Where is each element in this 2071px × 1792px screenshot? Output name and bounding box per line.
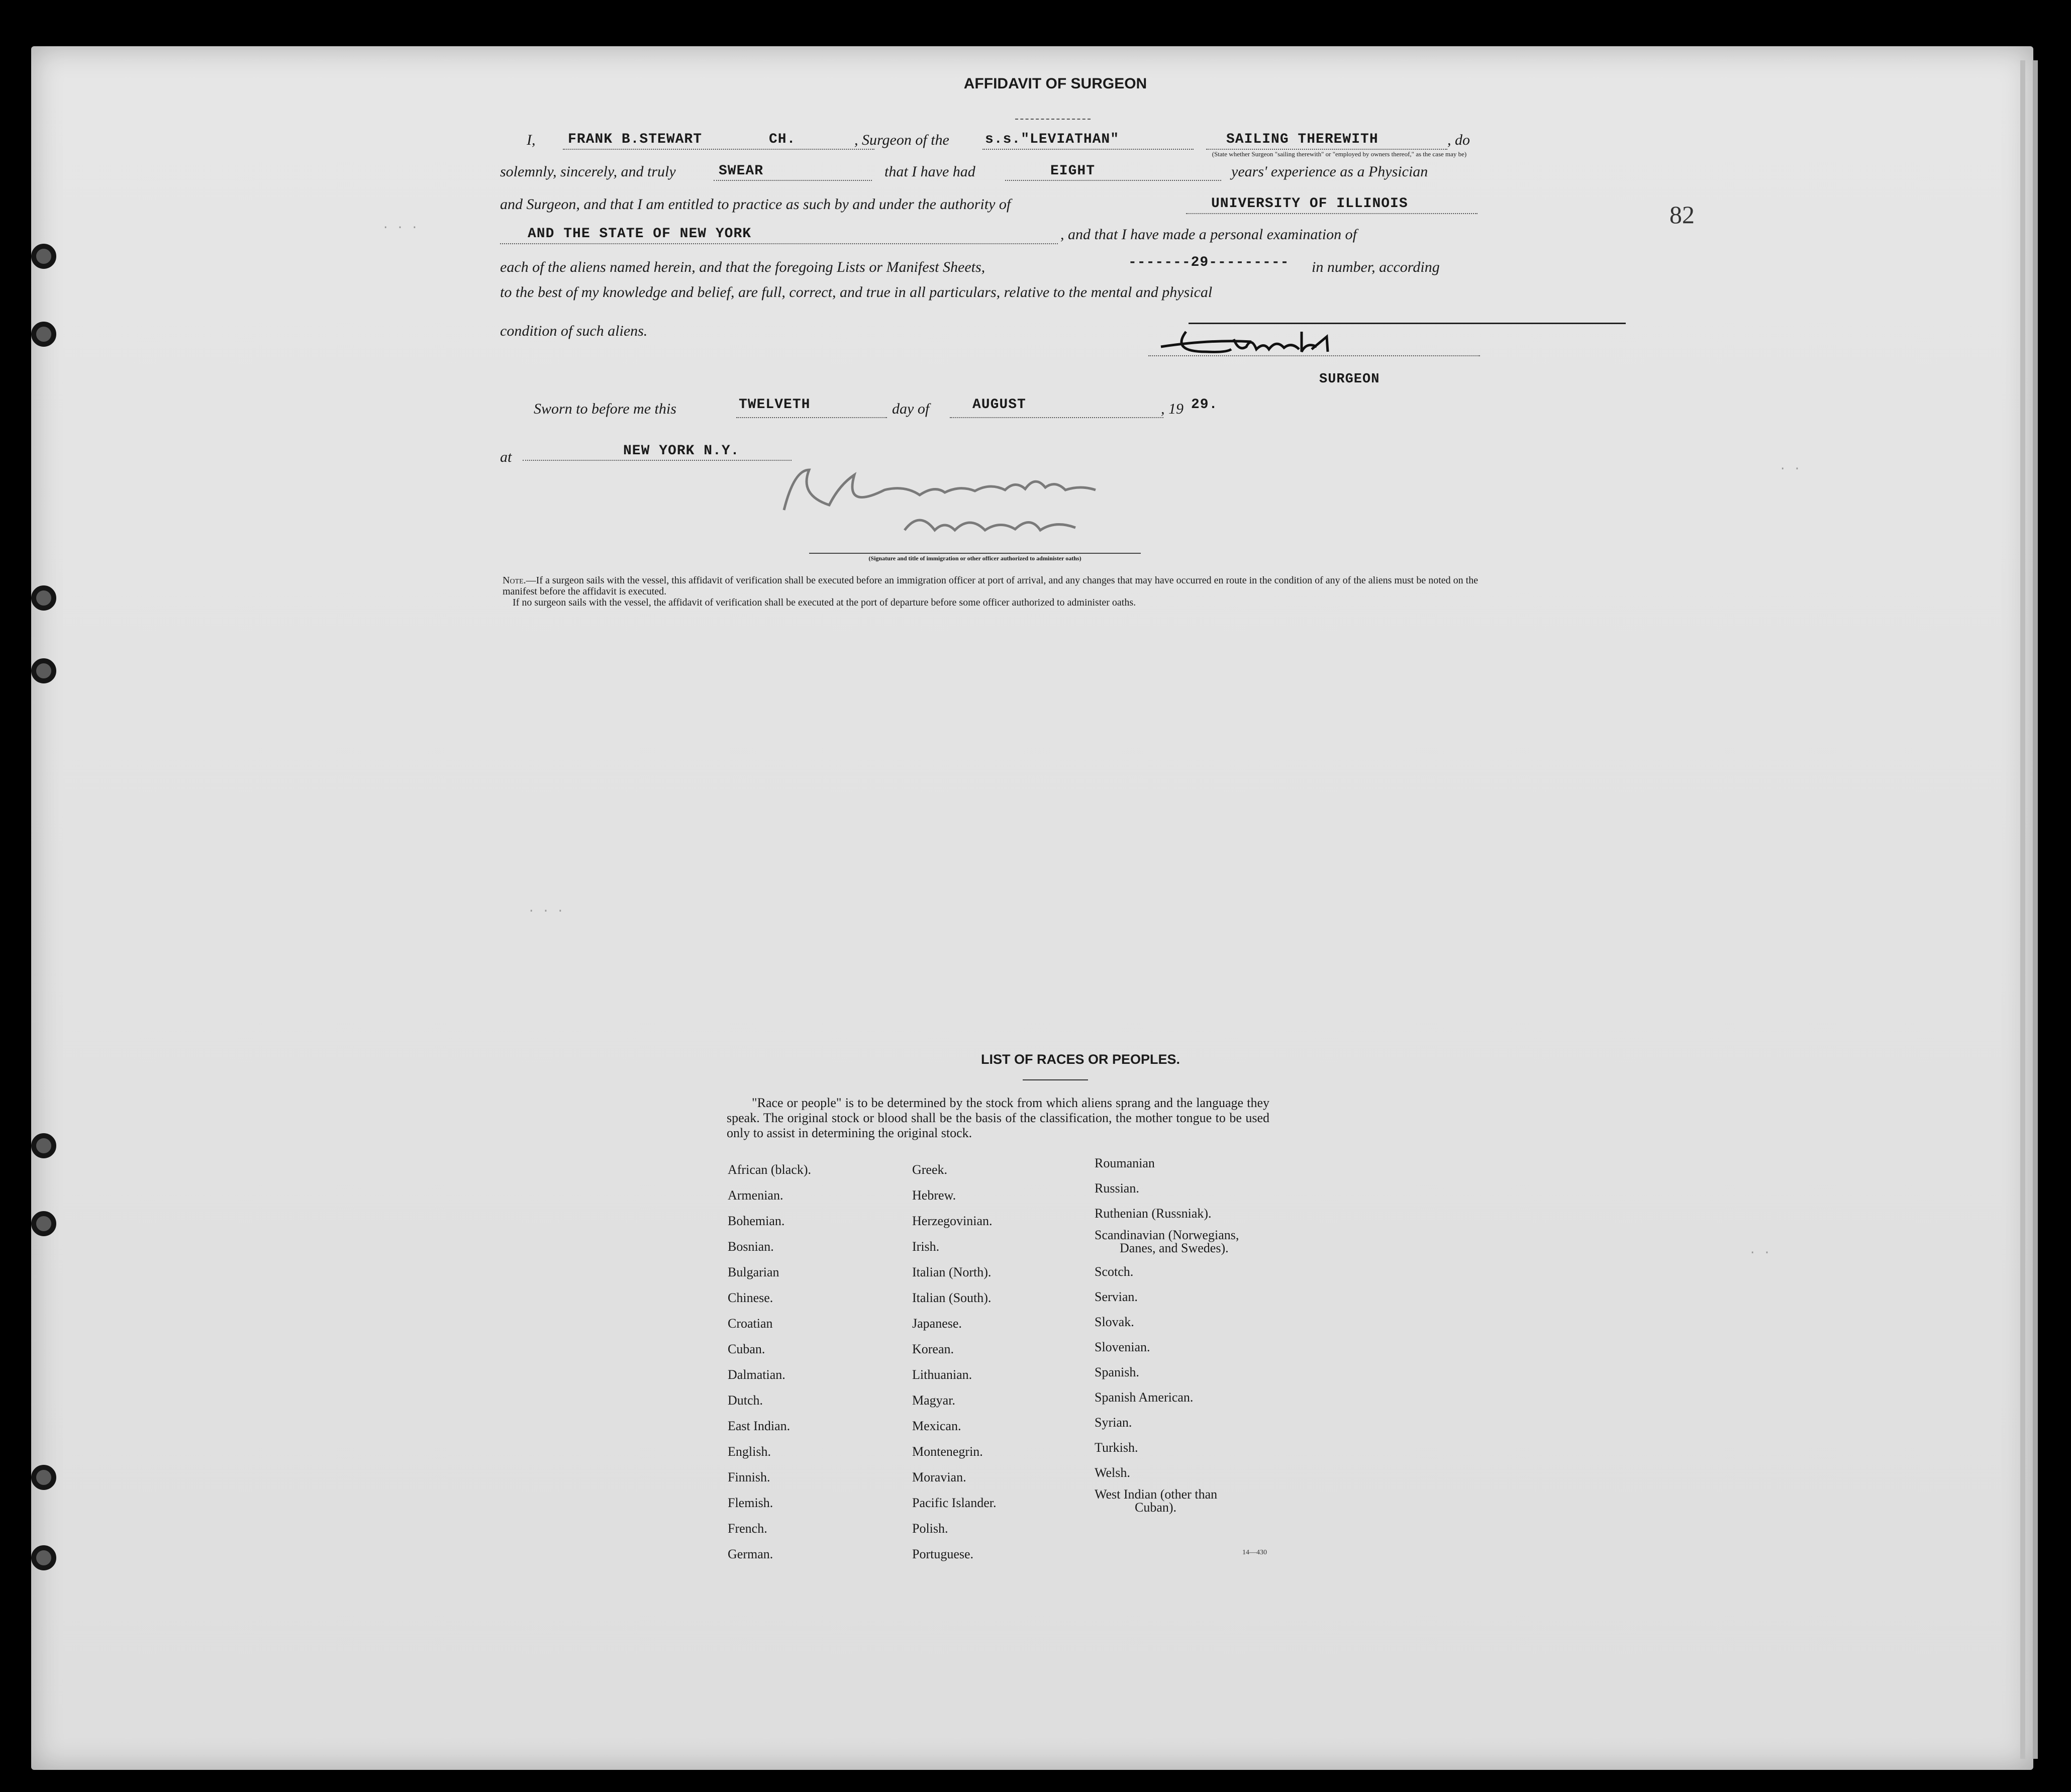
binder-hole — [31, 1133, 56, 1158]
binder-hole — [31, 585, 56, 611]
have-had-label: that I have had — [884, 163, 975, 180]
authority-line-2 — [500, 243, 1058, 244]
solemnly-label: solemnly, sincerely, and truly — [500, 163, 676, 180]
sworn-month-line — [950, 417, 1163, 418]
race-item: Spanish. — [1095, 1365, 1139, 1379]
sworn-day: TWELVETH — [739, 397, 811, 413]
sworn-label: Sworn to before me this — [534, 401, 676, 417]
race-item: Portuguese. — [912, 1547, 974, 1561]
race-item: Bosnian. — [728, 1239, 774, 1254]
race-item: Japanese. — [912, 1316, 962, 1331]
race-item: Herzegovinian. — [912, 1214, 993, 1228]
document-sheet — [31, 46, 2033, 1770]
races-column-1 — [728, 1157, 811, 1567]
sailing-status: SAILING THEREWITH — [1226, 132, 1378, 147]
bleed-through-text: · · · — [382, 221, 419, 235]
race-item: Ruthenian (Russniak). — [1095, 1206, 1212, 1221]
form-number: 14—430 — [1242, 1549, 1267, 1556]
signature-role: SURGEON — [1319, 372, 1380, 387]
race-item: French. — [728, 1521, 767, 1536]
i-label: I, — [527, 132, 536, 148]
race-item: East Indian. — [728, 1419, 791, 1433]
affidavit-title: AFFIDAVIT OF SURGEON — [963, 75, 1147, 92]
year-suffix: 29. — [1191, 397, 1218, 413]
race-item: Polish. — [912, 1521, 948, 1536]
officer-line — [809, 553, 1141, 554]
years-value: EIGHT — [1050, 163, 1096, 179]
oath-word: SWEAR — [719, 163, 764, 179]
race-item: Bulgarian — [728, 1265, 779, 1279]
race-item: Roumanian — [1095, 1156, 1155, 1170]
race-item: Italian (North). — [912, 1265, 992, 1279]
sheets-count: -------29--------- — [1128, 255, 1290, 270]
day-of-label: day of — [892, 401, 930, 417]
race-item: Magyar. — [912, 1393, 955, 1408]
binder-hole — [31, 1545, 56, 1570]
page-edge — [2033, 60, 2038, 1759]
binder-hole — [31, 322, 56, 347]
binder-hole — [31, 1211, 56, 1236]
bleed-through-text: · · · — [528, 905, 564, 918]
surgeon-rank: CH. — [769, 132, 796, 147]
in-number-label: in number, according — [1312, 259, 1440, 275]
race-item: English. — [728, 1444, 771, 1459]
race-item: Turkish. — [1095, 1440, 1138, 1455]
officer-signature — [754, 455, 1136, 555]
race-item: Armenian. — [728, 1188, 783, 1203]
race-item: Mexican. — [912, 1419, 961, 1433]
race-item: Spanish American. — [1095, 1390, 1194, 1405]
aliens-label: each of the aliens named herein, and that the foregoing Lists or Manifest Sheets, — [500, 259, 985, 275]
note-text-2: If no surgeon sails with the vessel, the affidavit of verification shall be executed at the port of departure before some officer authorized to administer oaths. — [513, 597, 1136, 608]
do-label: , do — [1447, 132, 1470, 148]
race-item: Cuban. — [728, 1342, 765, 1356]
sworn-place: NEW YORK N.Y. — [623, 443, 740, 459]
sworn-day-line — [736, 417, 887, 418]
race-item: Scotch. — [1095, 1264, 1134, 1279]
race-item: Croatian — [728, 1316, 773, 1331]
race-item: Dutch. — [728, 1393, 763, 1408]
races-title-rule — [1023, 1079, 1088, 1080]
race-item: German. — [728, 1547, 773, 1561]
race-item: Lithuanian. — [912, 1367, 972, 1382]
race-item: Dalmatian. — [728, 1367, 785, 1382]
race-item: Pacific Islander. — [912, 1496, 997, 1510]
race-item: Danes, and Swedes). — [1120, 1241, 1229, 1255]
race-item: Finnish. — [728, 1470, 770, 1484]
page-edge — [2020, 60, 2025, 1759]
binder-hole — [31, 1465, 56, 1490]
title-rule — [1015, 119, 1091, 120]
sworn-month: AUGUST — [972, 397, 1026, 413]
surgeon-signature — [1151, 322, 1382, 367]
bleed-through-text: · · — [1779, 462, 1801, 476]
condition-label: condition of such aliens. — [500, 323, 648, 339]
authority-1: UNIVERSITY OF ILLINOIS — [1211, 196, 1408, 212]
race-item: Hebrew. — [912, 1188, 956, 1203]
race-item: Irish. — [912, 1239, 940, 1254]
signature-line — [1148, 355, 1480, 356]
oath-line — [714, 180, 872, 181]
vessel-name: s.s."LEVIATHAN" — [985, 132, 1120, 147]
race-item: Welsh. — [1095, 1465, 1130, 1480]
year-prefix: , 19 — [1161, 401, 1184, 417]
race-item: Italian (South). — [912, 1290, 992, 1305]
races-column-3 — [1095, 1153, 1239, 1514]
page-number: 82 — [1669, 201, 1695, 229]
surgeon-of-label: , Surgeon of the — [854, 132, 949, 148]
knowledge-label: to the best of my knowledge and belief, are full, correct, and true in all particulars, relative to the mental and physical — [500, 284, 1213, 301]
note — [503, 575, 1483, 608]
race-item: Chinese. — [728, 1290, 773, 1305]
races-title: LIST OF RACES OR PEOPLES. — [980, 1052, 1180, 1067]
races-column-2 — [912, 1157, 997, 1567]
surgeon-label: and Surgeon, and that I am entitled to practice as such by and under the authority of — [500, 196, 1011, 213]
race-item: West Indian (other than — [1095, 1487, 1218, 1502]
bleed-through-text: · · — [1749, 1246, 1771, 1260]
note-text-1: —If a surgeon sails with the vessel, this affidavit of verification shall be executed before an immigration officer at port of arrival, and any changes that may have occurred en route in the condition of any of the aliens must be noted on the manifest before the affidavit is executed. — [503, 575, 1478, 597]
race-item: Slovenian. — [1095, 1340, 1150, 1354]
race-item: Slovak. — [1095, 1315, 1134, 1329]
authority-2: AND THE STATE OF NEW YORK — [528, 226, 752, 242]
note-lead: Note. — [503, 575, 526, 586]
binder-hole — [31, 244, 56, 269]
race-item: Syrian. — [1095, 1415, 1132, 1430]
vessel-line — [982, 149, 1194, 150]
sailing-hint: (State whether Surgeon "sailing therewith" or "employed by owners thereof," as the case may be) — [1212, 150, 1467, 158]
race-item: Scandinavian (Norwegians, — [1095, 1228, 1239, 1242]
years-line — [1005, 180, 1221, 181]
examination-label: , and that I have made a personal examination of — [1060, 226, 1357, 243]
place-line — [523, 460, 792, 461]
race-item: African (black). — [728, 1162, 812, 1177]
race-item: Montenegrin. — [912, 1444, 983, 1459]
race-item: Korean. — [912, 1342, 954, 1356]
race-item: Greek. — [912, 1162, 948, 1177]
name-line — [563, 149, 874, 150]
race-item: Bohemian. — [728, 1214, 785, 1228]
race-item: Russian. — [1095, 1181, 1139, 1196]
race-item: Servian. — [1095, 1289, 1138, 1304]
officer-caption: (Signature and title of immigration or other officer authorized to administer oaths) — [868, 555, 1081, 562]
races-intro: "Race or people" is to be determined by the stock from which aliens sprang and the language they speak. The original stock or blood shall be the basis of the classification, the mother tongue to be used only to assist in determining the original stock. — [727, 1096, 1269, 1140]
binder-hole — [31, 658, 56, 683]
sailing-line — [1206, 149, 1447, 150]
at-label: at — [500, 449, 512, 465]
surgeon-name: FRANK B.STEWART — [568, 132, 703, 147]
authority-line — [1186, 213, 1477, 214]
race-item: Moravian. — [912, 1470, 966, 1484]
race-item: Cuban). — [1135, 1500, 1177, 1515]
experience-label: years' experience as a Physician — [1231, 163, 1428, 180]
race-item: Flemish. — [728, 1496, 773, 1510]
